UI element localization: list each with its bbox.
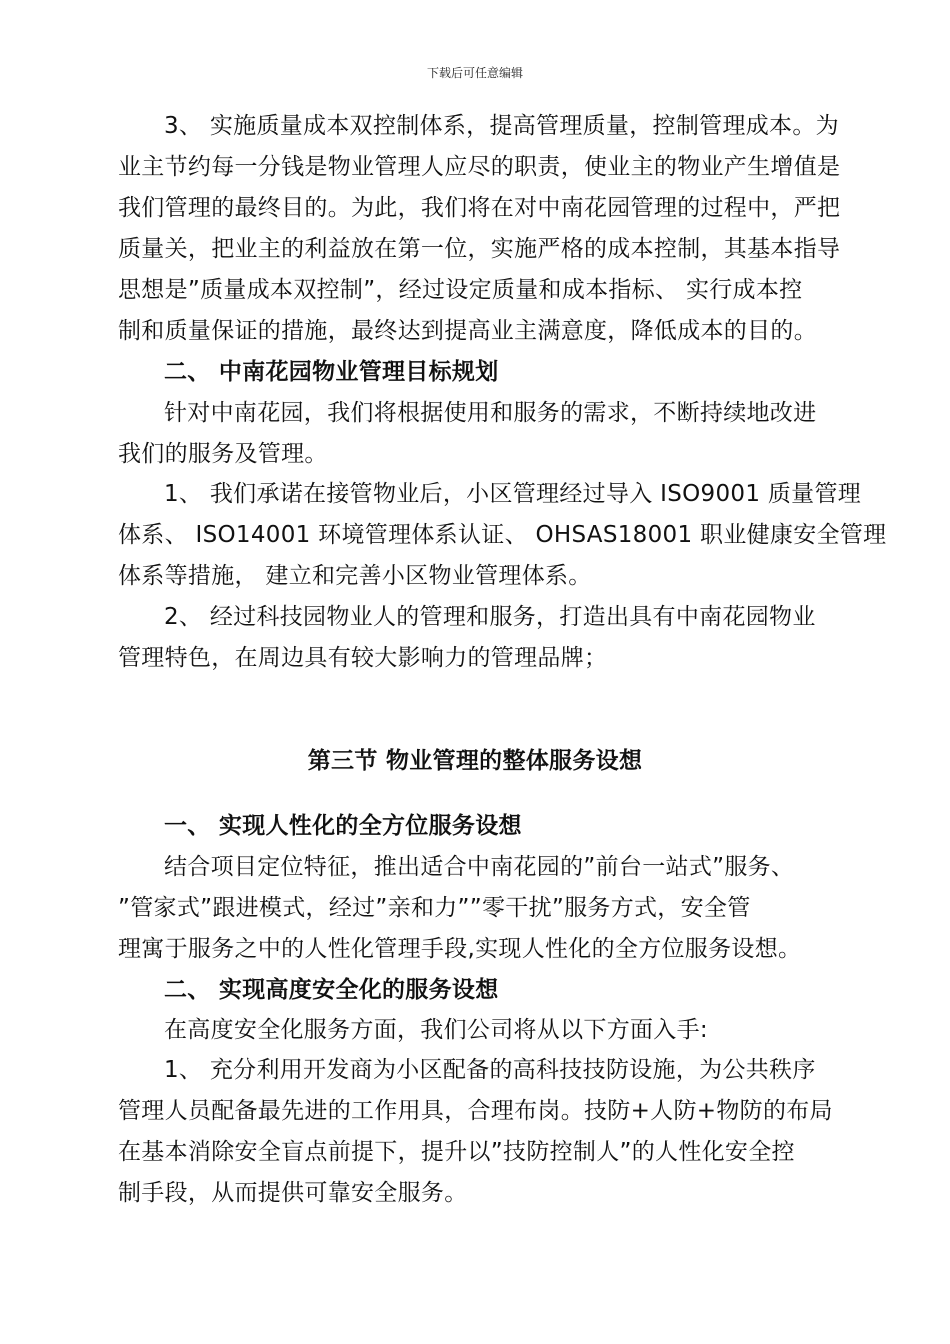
paragraph-line: 我们管理的最终目的。为此，我们将在对中南花园管理的过程中，严把	[118, 195, 841, 221]
section-title: 第三节 物业管理的整体服务设想	[307, 748, 643, 774]
paragraph-line: 我们的服务及管理。	[118, 441, 328, 467]
paragraph-line: 在高度安全化服务方面，我们公司将从以下方面入手:	[164, 1017, 708, 1043]
paragraph-line: 1、 我们承诺在接管物业后，小区管理经过导入 ISO9001 质量管理	[164, 481, 862, 507]
paragraph-line: 结合项目定位特征，推出适合中南花园的”前台一站式”服务、	[164, 854, 795, 880]
paragraph-line: 体系、 ISO14001 环境管理体系认证、 OHSAS18001 职业健康安全管理	[118, 522, 887, 548]
paragraph-line: 思想是”质量成本双控制”，经过设定质量和成本指标、 实行成本控	[118, 277, 803, 303]
paragraph-line: 管理特色，在周边具有较大影响力的管理品牌；	[118, 645, 608, 671]
page-header: 下载后可任意编辑	[426, 66, 523, 80]
paragraph-line: 1、 充分利用开发商为小区配备的高科技技防设施，为公共秩序	[164, 1057, 816, 1083]
paragraph-line: 管理人员配备最先进的工作用具，合理布岗。技防+人防+物防的布局	[118, 1098, 833, 1124]
paragraph-line: 体系等措施， 建立和完善小区物业管理体系。	[118, 563, 592, 589]
paragraph-line: 2、 经过科技园物业人的管理和服务，打造出具有中南花园物业	[164, 604, 816, 630]
paragraph-line: 3、 实施质量成本双控制体系，提高管理质量，控制管理成本。为	[164, 113, 839, 139]
paragraph-line: 质量关，把业主的利益放在第一位，实施严格的成本控制，其基本指导	[118, 236, 841, 262]
paragraph-line: 在基本消除安全盲点前提下，提升以”技防控制人”的人性化安全控	[118, 1139, 795, 1165]
paragraph-line: 业主节约每一分钱是物业管理人应尽的职责，使业主的物业产生增值是	[118, 154, 841, 180]
section-heading: 二、 中南花园物业管理目标规划	[164, 359, 499, 385]
section-heading: 二、 实现高度安全化的服务设想	[164, 977, 499, 1003]
paragraph-line: 针对中南花园，我们将根据使用和服务的需求，不断持续地改进	[164, 400, 817, 426]
paragraph-line: 制和质量保证的措施，最终达到提高业主满意度，降低成本的目的。	[118, 318, 817, 344]
paragraph-line: ”管家式”跟进模式，经过”亲和力””零干扰”服务方式，安全管	[118, 895, 751, 921]
section-heading: 一、 实现人性化的全方位服务设想	[164, 813, 522, 839]
paragraph-line: 制手段，从而提供可靠安全服务。	[118, 1180, 468, 1206]
paragraph-line: 理寓于服务之中的人性化管理手段,实现人性化的全方位服务设想。	[118, 936, 802, 962]
